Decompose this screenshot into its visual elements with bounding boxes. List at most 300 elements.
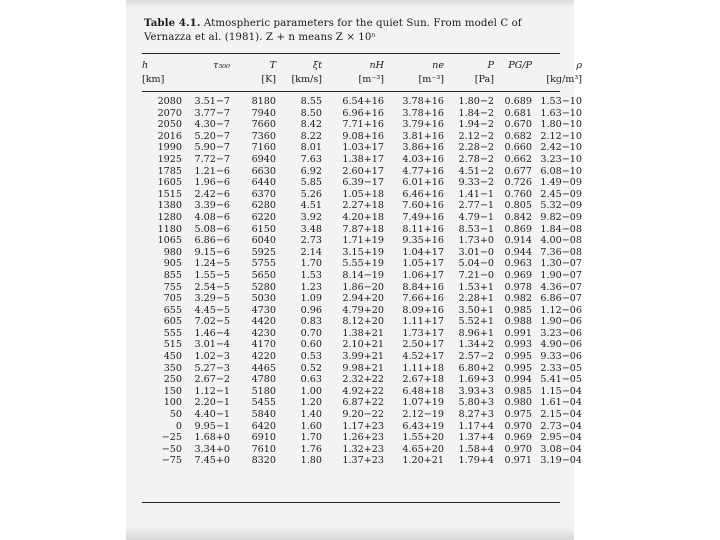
table-cell: 1.76 bbox=[300, 443, 322, 455]
table-cell: 0.975 bbox=[504, 409, 532, 421]
table-cell: 3.39−6 bbox=[194, 200, 230, 212]
table-cell: 4.08−6 bbox=[194, 211, 230, 223]
table-cell: −75 bbox=[161, 455, 182, 467]
table-cell: 2.94+20 bbox=[342, 293, 384, 305]
table-cell: 755 bbox=[163, 281, 182, 293]
table-cell: 2.78−2 bbox=[458, 153, 494, 165]
table-row bbox=[142, 200, 582, 212]
table-row bbox=[142, 130, 582, 143]
table-row bbox=[142, 304, 582, 317]
bottom-rule bbox=[142, 502, 560, 503]
table-cell: 250 bbox=[163, 374, 182, 386]
table-cell: 5.04−0 bbox=[458, 258, 494, 270]
table-cell: 1.70 bbox=[300, 258, 322, 270]
table-cell: 9.20−22 bbox=[342, 409, 384, 421]
table-cell: 1.41−1 bbox=[458, 188, 494, 200]
table-cell: 1.80 bbox=[300, 455, 322, 467]
table-cell: 7610 bbox=[251, 443, 276, 455]
table-cell: 7.02−5 bbox=[194, 316, 230, 328]
table-cell: 2.73 bbox=[300, 235, 322, 247]
table-cell: 4.51 bbox=[300, 200, 322, 212]
table-cell: 1.73+0 bbox=[458, 235, 494, 247]
column-symbols bbox=[142, 59, 582, 72]
table-cell: 5.08−6 bbox=[194, 223, 230, 235]
table-row bbox=[142, 281, 582, 294]
table-cell: 0.83 bbox=[300, 316, 322, 328]
table-cell: 1.17+4 bbox=[458, 420, 494, 432]
table-cell: 9.08+16 bbox=[342, 130, 384, 142]
table-cell: 0.978 bbox=[504, 281, 532, 293]
table-row bbox=[142, 455, 582, 467]
table-cell: 8.96+1 bbox=[458, 327, 494, 339]
table-cell: 1.05+17 bbox=[402, 258, 444, 270]
table-cell: 6.54+16 bbox=[342, 96, 384, 107]
table-cell: 1.37+4 bbox=[458, 432, 494, 444]
table-cell: 1.86−20 bbox=[342, 281, 384, 293]
table-cell: 1.00 bbox=[300, 385, 322, 397]
table-cell: 0.995 bbox=[504, 351, 532, 363]
table-cell: 5.52+1 bbox=[458, 316, 494, 328]
column-unit-4: [m⁻³] bbox=[358, 74, 384, 85]
table-row bbox=[142, 211, 582, 224]
table-cell: 1.40 bbox=[300, 409, 322, 421]
table-cell: 7160 bbox=[251, 142, 276, 154]
table-row bbox=[142, 142, 582, 154]
table-cell: 0.842 bbox=[504, 211, 532, 223]
table-cell: 0.760 bbox=[504, 188, 532, 200]
table-cell: 8.27+3 bbox=[458, 409, 494, 421]
table-cell: 6.80+2 bbox=[458, 362, 494, 374]
table-cell: 1.58+4 bbox=[458, 443, 494, 455]
table-cell: 4.40−1 bbox=[194, 409, 230, 421]
table-cell: 3.19−04 bbox=[540, 455, 582, 467]
table-cell: 1.90−06 bbox=[540, 316, 582, 328]
table-cell: 1.09 bbox=[300, 293, 322, 305]
table-cell: 1.37+23 bbox=[342, 455, 384, 467]
table-cell: 5.55+19 bbox=[342, 258, 384, 270]
table-cell: 6370 bbox=[251, 188, 276, 200]
table-cell: 0.60 bbox=[300, 339, 322, 351]
table-cell: 0.969 bbox=[504, 432, 532, 444]
table-cell: 555 bbox=[163, 327, 182, 339]
table-row bbox=[142, 96, 582, 108]
table-cell: 2.67−2 bbox=[194, 374, 230, 386]
table-cell: 6.01+16 bbox=[402, 177, 444, 189]
table-cell: 8.12+20 bbox=[342, 316, 384, 328]
table-cell: 6.96+16 bbox=[342, 107, 384, 119]
table-cell: 2.50+17 bbox=[402, 339, 444, 351]
table-cell: 2070 bbox=[157, 107, 182, 119]
table-cell: 1.04+17 bbox=[402, 246, 444, 258]
table-cell: 2.57−2 bbox=[458, 351, 494, 363]
table-cell: 5.20−7 bbox=[194, 130, 230, 142]
table-cell: 2.45−09 bbox=[540, 188, 582, 200]
table-cell: 6440 bbox=[251, 177, 276, 189]
table-row bbox=[142, 177, 582, 189]
table-cell: 2.95−04 bbox=[540, 432, 582, 444]
table-cell: 6.86−07 bbox=[540, 293, 582, 305]
table-cell: 9.33−06 bbox=[540, 351, 582, 363]
table-cell: 4.65+20 bbox=[402, 443, 444, 455]
table-cell: 4.45−5 bbox=[194, 304, 230, 316]
table-cell: 1.84−08 bbox=[540, 223, 582, 235]
table-cell: 6.39−17 bbox=[342, 177, 384, 189]
table-cell: 1.17+23 bbox=[342, 420, 384, 432]
column-unit-8: [kg/m³] bbox=[546, 74, 582, 85]
table-row bbox=[142, 258, 582, 270]
column-unit-6: [Pa] bbox=[474, 74, 494, 85]
table-cell: 2.28+1 bbox=[458, 293, 494, 305]
table-cell: 150 bbox=[163, 385, 182, 397]
table-cell: 4.79+20 bbox=[342, 304, 384, 316]
table-row bbox=[142, 165, 582, 178]
table-cell: 7660 bbox=[251, 119, 276, 131]
column-header-4: nH bbox=[369, 60, 384, 71]
table-cell: 9.98+21 bbox=[342, 362, 384, 374]
table-cell: 6220 bbox=[251, 211, 276, 223]
table-cell: 6040 bbox=[251, 235, 276, 247]
table-cell: 5180 bbox=[251, 385, 276, 397]
table-cell: 0.660 bbox=[504, 142, 532, 154]
table-cell: 515 bbox=[163, 339, 182, 351]
table-row bbox=[142, 420, 582, 433]
table-cell: 3.51−7 bbox=[194, 96, 230, 107]
table-cell: 0.681 bbox=[504, 107, 532, 119]
table-cell: 6280 bbox=[251, 200, 276, 212]
table-cell: 1180 bbox=[157, 223, 182, 235]
table-cell: 3.08−04 bbox=[540, 443, 582, 455]
table-cell: 8.01 bbox=[300, 142, 322, 154]
table-cell: 6.87+22 bbox=[342, 397, 384, 409]
table-cell: 100 bbox=[163, 397, 182, 409]
table-cell: 1.26+23 bbox=[342, 432, 384, 444]
table-cell: 0.914 bbox=[504, 235, 532, 247]
table-cell: 1280 bbox=[157, 211, 182, 223]
table-cell: 6.46+16 bbox=[402, 188, 444, 200]
table-cell: 3.48 bbox=[300, 223, 322, 235]
table-cell: 2.12−19 bbox=[402, 409, 444, 421]
table-cell: 1.38+17 bbox=[342, 153, 384, 165]
table-cell: 2.15−04 bbox=[540, 409, 582, 421]
table-cell: 6630 bbox=[251, 165, 276, 177]
table-cell: 2.60+17 bbox=[342, 165, 384, 177]
table-cell: 1.53+1 bbox=[458, 281, 494, 293]
table-cell: 5840 bbox=[251, 409, 276, 421]
table-cell: 0.991 bbox=[504, 327, 532, 339]
table-cell: 1.63−10 bbox=[540, 107, 582, 119]
table-cell: 5.27−3 bbox=[194, 362, 230, 374]
table-row bbox=[142, 385, 582, 398]
table-cell: 1.94−2 bbox=[458, 119, 494, 131]
table-cell: 3.81+16 bbox=[402, 130, 444, 142]
table-cell: 7940 bbox=[251, 107, 276, 119]
table-cell: 2.42−6 bbox=[194, 188, 230, 200]
table-cell: 5.32−09 bbox=[540, 200, 582, 212]
table-cell: 1065 bbox=[157, 235, 182, 247]
table-cell: 3.78+16 bbox=[402, 96, 444, 107]
table-cell: 0.689 bbox=[504, 96, 532, 107]
table-cell: 1.06+17 bbox=[402, 269, 444, 281]
table-cell: 4.90−06 bbox=[540, 339, 582, 351]
table-cell: 1.20 bbox=[300, 397, 322, 409]
table-row bbox=[142, 119, 582, 131]
column-unit-0: [km] bbox=[142, 74, 165, 85]
table-cell: 8320 bbox=[251, 455, 276, 467]
table-cell: 0.963 bbox=[504, 258, 532, 270]
table-cell: 1.55+20 bbox=[402, 432, 444, 444]
table-cell: 0.971 bbox=[504, 455, 532, 467]
table-cell: 1.49−09 bbox=[540, 177, 582, 189]
table-cell: 1.12−06 bbox=[540, 304, 582, 316]
table-cell: 4170 bbox=[251, 339, 276, 351]
table-cell: 2.77−1 bbox=[458, 200, 494, 212]
table-cell: 7.60+16 bbox=[402, 200, 444, 212]
table-cell: 1.24−5 bbox=[194, 258, 230, 270]
column-header-6: P bbox=[487, 60, 494, 71]
table-cell: 1.53 bbox=[300, 269, 322, 281]
table-cell: 0.96 bbox=[300, 304, 322, 316]
table-cell: 1.61−04 bbox=[540, 397, 582, 409]
table-cell: 9.33−2 bbox=[458, 177, 494, 189]
table-cell: 3.01−0 bbox=[458, 246, 494, 258]
table-row bbox=[142, 327, 582, 340]
table-cell: 2.28−2 bbox=[458, 142, 494, 154]
table-cell: 3.01−4 bbox=[194, 339, 230, 351]
table-cell: 1.73+17 bbox=[402, 327, 444, 339]
table-cell: 0.988 bbox=[504, 316, 532, 328]
table-cell: 0.982 bbox=[504, 293, 532, 305]
table-row bbox=[142, 235, 582, 247]
table-cell: 50 bbox=[169, 409, 182, 421]
table-cell: 1.12−1 bbox=[194, 385, 230, 397]
table-cell: 3.34+0 bbox=[194, 443, 230, 455]
table-cell: 1.38+21 bbox=[342, 327, 384, 339]
table-cell: 0.869 bbox=[504, 223, 532, 235]
table-cell: 4.03+16 bbox=[402, 153, 444, 165]
table-cell: 2.20−1 bbox=[194, 397, 230, 409]
table-cell: 3.23−10 bbox=[540, 153, 582, 165]
table-cell: 980 bbox=[163, 246, 182, 258]
table-row bbox=[142, 443, 582, 456]
table-cell: 3.23−06 bbox=[540, 327, 582, 339]
table-cell: 1.34+2 bbox=[458, 339, 494, 351]
scanned-page bbox=[126, 0, 582, 540]
table-cell: 7.87+18 bbox=[342, 223, 384, 235]
table-cell: 8.55 bbox=[300, 96, 322, 107]
table-caption-text: Atmospheric parameters for the quiet Sun. From model C of Vernazza et al. (1981). Z + n means Z × 10ⁿ bbox=[144, 18, 522, 43]
top-rule bbox=[142, 53, 560, 54]
table-cell: 1.03+17 bbox=[342, 142, 384, 154]
table-cell: 2.54−5 bbox=[194, 281, 230, 293]
table-cell: 1.15−04 bbox=[540, 385, 582, 397]
table-cell: 0.980 bbox=[504, 397, 532, 409]
table-cell: 7.45+0 bbox=[194, 455, 230, 467]
table-cell: 4.51−2 bbox=[458, 165, 494, 177]
table-cell: 3.78+16 bbox=[402, 107, 444, 119]
table-cell: 0.970 bbox=[504, 420, 532, 432]
table-cell: 655 bbox=[163, 304, 182, 316]
table-cell: 8.42 bbox=[300, 119, 322, 131]
table-cell: 8.22 bbox=[300, 130, 322, 142]
table-cell: 0.995 bbox=[504, 362, 532, 374]
table-body bbox=[142, 96, 582, 500]
table-cell: 1.11+17 bbox=[402, 316, 444, 328]
table-cell: 7.71+16 bbox=[342, 119, 384, 131]
table-cell: 4220 bbox=[251, 351, 276, 363]
table-cell: 1990 bbox=[157, 142, 182, 154]
table-cell: 7.21−0 bbox=[458, 269, 494, 281]
table-cell: 1.11+18 bbox=[402, 362, 444, 374]
table-cell: 3.92 bbox=[300, 211, 322, 223]
table-cell: 4420 bbox=[251, 316, 276, 328]
table-cell: 7360 bbox=[251, 130, 276, 142]
table-cell: 1.84−2 bbox=[458, 107, 494, 119]
table-cell: 7.63 bbox=[300, 153, 322, 165]
table-cell: 350 bbox=[163, 362, 182, 374]
table-cell: 6.86−6 bbox=[194, 235, 230, 247]
table-cell: 1.69+3 bbox=[458, 374, 494, 386]
table-cell: 2080 bbox=[157, 96, 182, 107]
table-cell: 4.30−7 bbox=[194, 119, 230, 131]
table-cell: 0.970 bbox=[504, 443, 532, 455]
table-cell: 5755 bbox=[251, 258, 276, 270]
table-cell: 0.993 bbox=[504, 339, 532, 351]
table-cell: 4.20+18 bbox=[342, 211, 384, 223]
table-cell: 5.90−7 bbox=[194, 142, 230, 154]
table-cell: 1.80−10 bbox=[540, 119, 582, 131]
table-cell: 605 bbox=[163, 316, 182, 328]
table-cell: 0 bbox=[175, 420, 182, 432]
table-cell: 4.79−1 bbox=[458, 211, 494, 223]
table-row bbox=[142, 153, 582, 166]
table-cell: 5.41−05 bbox=[540, 374, 582, 386]
table-cell: 5.26 bbox=[300, 188, 322, 200]
table-cell: 855 bbox=[163, 269, 182, 281]
table-cell: 1925 bbox=[157, 153, 182, 165]
table-cell: 6.48+18 bbox=[402, 385, 444, 397]
table-cell: 2.67+18 bbox=[402, 374, 444, 386]
table-row bbox=[142, 188, 582, 201]
table-caption bbox=[144, 16, 562, 45]
table-cell: 1.21−6 bbox=[194, 165, 230, 177]
column-unit-3: [km/s] bbox=[291, 74, 322, 85]
table-cell: 3.77−7 bbox=[194, 107, 230, 119]
table-row bbox=[142, 246, 582, 259]
table-cell: 0.805 bbox=[504, 200, 532, 212]
table-cell: 1.53−10 bbox=[540, 96, 582, 107]
table-cell: 6940 bbox=[251, 153, 276, 165]
table-row bbox=[142, 339, 582, 351]
column-header-8: ρ bbox=[576, 60, 582, 71]
table-cell: 5650 bbox=[251, 269, 276, 281]
table-cell: 4.00−08 bbox=[540, 235, 582, 247]
table-cell: 4.77+16 bbox=[402, 165, 444, 177]
table-cell: 2.12−10 bbox=[540, 130, 582, 142]
table-cell: 450 bbox=[163, 351, 182, 363]
table-row bbox=[142, 397, 582, 409]
table-cell: 6.92 bbox=[300, 165, 322, 177]
table-cell: 2.14 bbox=[300, 246, 322, 258]
table-cell: 1.68+0 bbox=[194, 432, 230, 444]
table-cell: 905 bbox=[163, 258, 182, 270]
column-header-3: ξt bbox=[312, 60, 322, 71]
table-cell: 0.70 bbox=[300, 327, 322, 339]
table-cell: 1.71+19 bbox=[342, 235, 384, 247]
table-cell: 1.32+23 bbox=[342, 443, 384, 455]
table-cell: 1.70 bbox=[300, 432, 322, 444]
table-cell: 8.09+16 bbox=[402, 304, 444, 316]
table-cell: 8.50 bbox=[300, 107, 322, 119]
table-cell: 1.96−6 bbox=[194, 177, 230, 189]
table-row bbox=[142, 107, 582, 120]
table-cell: 3.15+19 bbox=[342, 246, 384, 258]
table-cell: 8.14−19 bbox=[342, 269, 384, 281]
table-cell: 4730 bbox=[251, 304, 276, 316]
table-cell: 4780 bbox=[251, 374, 276, 386]
table-cell: 8.11+16 bbox=[402, 223, 444, 235]
table-cell: 4230 bbox=[251, 327, 276, 339]
table-cell: 7.66+16 bbox=[402, 293, 444, 305]
table-cell: 3.93+3 bbox=[458, 385, 494, 397]
table-row bbox=[142, 269, 582, 282]
table-row bbox=[142, 351, 582, 363]
table-cell: 2.32+22 bbox=[342, 374, 384, 386]
table-cell: 0.969 bbox=[504, 269, 532, 281]
column-header-5: ne bbox=[432, 60, 444, 71]
table-cell: 9.35+16 bbox=[402, 235, 444, 247]
table-cell: 0.677 bbox=[504, 165, 532, 177]
table-cell: 4.52+17 bbox=[402, 351, 444, 363]
table-cell: 0.726 bbox=[504, 177, 532, 189]
table-cell: 6420 bbox=[251, 420, 276, 432]
table-label: Table 4.1. bbox=[144, 17, 201, 29]
table-cell: 7.72−7 bbox=[194, 153, 230, 165]
table-cell: 1.90−07 bbox=[540, 269, 582, 281]
column-unit-5: [m⁻³] bbox=[418, 74, 444, 85]
table-cell: 1.02−3 bbox=[194, 351, 230, 363]
table-cell: 1.79+4 bbox=[458, 455, 494, 467]
table-row bbox=[142, 432, 582, 444]
table-row bbox=[142, 293, 582, 305]
table-cell: 1515 bbox=[157, 188, 182, 200]
table-cell: 0.52 bbox=[300, 362, 322, 374]
table-cell: 4.92+22 bbox=[342, 385, 384, 397]
table-cell: 2.27+18 bbox=[342, 200, 384, 212]
table-cell: 0.944 bbox=[504, 246, 532, 258]
table-cell: 6910 bbox=[251, 432, 276, 444]
table-cell: 2050 bbox=[157, 119, 182, 131]
header-rule bbox=[142, 91, 560, 92]
table-cell: 0.682 bbox=[504, 130, 532, 142]
table-cell: 2.10+21 bbox=[342, 339, 384, 351]
table-cell: 4465 bbox=[251, 362, 276, 374]
table-cell: 0.662 bbox=[504, 153, 532, 165]
table-cell: 3.86+16 bbox=[402, 142, 444, 154]
column-header-7: PG/P bbox=[508, 60, 532, 71]
table-row bbox=[142, 223, 582, 236]
column-units bbox=[142, 73, 582, 86]
table-cell: 0.53 bbox=[300, 351, 322, 363]
table-cell: 8.84+16 bbox=[402, 281, 444, 293]
table-cell: 0.985 bbox=[504, 304, 532, 316]
table-cell: 3.29−5 bbox=[194, 293, 230, 305]
table-cell: 3.79+16 bbox=[402, 119, 444, 131]
table-cell: 0.63 bbox=[300, 374, 322, 386]
column-unit-2: [K] bbox=[261, 74, 276, 85]
table-row bbox=[142, 316, 582, 328]
table-cell: 0.670 bbox=[504, 119, 532, 131]
table-cell: 5455 bbox=[251, 397, 276, 409]
